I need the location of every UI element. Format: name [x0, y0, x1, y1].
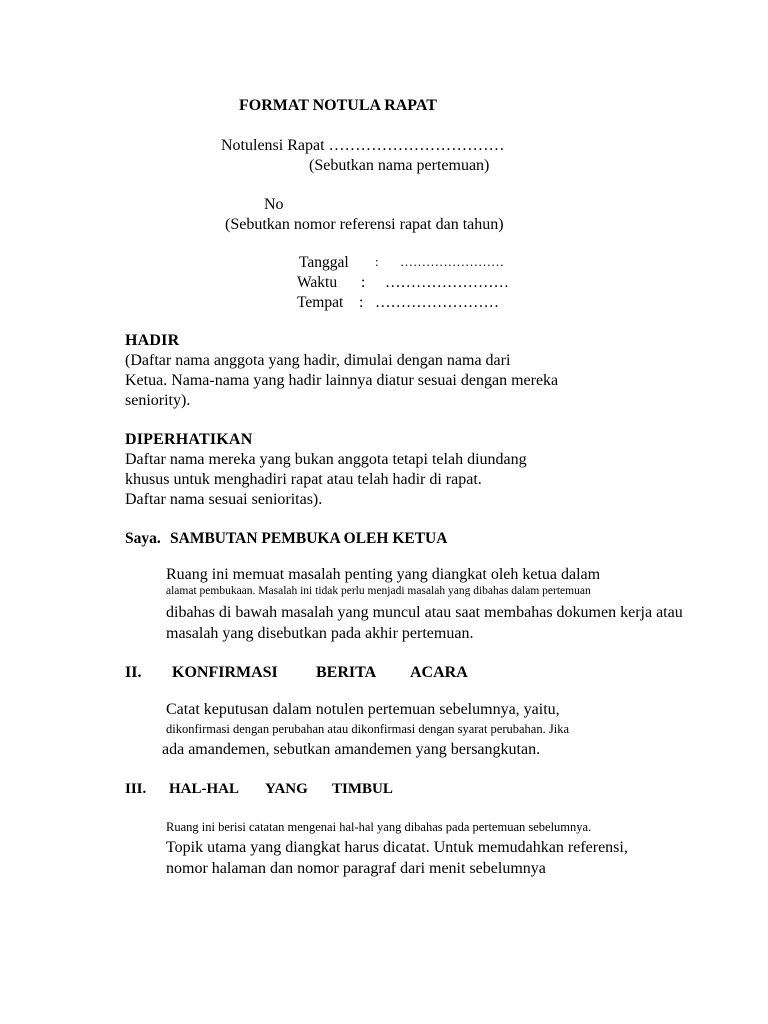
section1-line-1: Ruang ini memuat masalah penting yang diangkat oleh ketua dalam: [166, 566, 601, 583]
section3-line-3: nomor halaman dan nomor paragraf dari menit sebelumnya: [166, 860, 546, 877]
no-hint: (Sebutkan nomor referensi rapat dan tahun): [225, 216, 504, 233]
section3-line-1: Ruang ini berisi catatan mengenai hal-hal yang dibahas pada pertemuan sebelumnya.: [166, 820, 592, 834]
section3-number: III.: [125, 781, 147, 797]
waktu-label: Waktu: [297, 274, 338, 291]
waktu-separator: :: [361, 274, 366, 291]
section1-line-2: alamat pembukaan. Masalah ini tidak perlu menjadi masalah yang dibahas dalam pertemuan: [166, 585, 591, 597]
section3-word-2: YANG: [265, 781, 308, 797]
section3-word-1: HAL-HAL: [169, 781, 240, 797]
section2-word-2: BERITA: [316, 664, 377, 681]
tanggal-value: ……………………: [400, 254, 504, 269]
tempat-separator: :: [359, 294, 364, 311]
diperhatikan-line-2: khusus untuk menghadiri rapat atau telah hadir di rapat.: [125, 471, 482, 488]
document-title: FORMAT NOTULA RAPAT: [239, 97, 437, 114]
section2-number: II.: [125, 664, 142, 681]
section2-line-3: ada amandemen, sebutkan amandemen yang bersangkutan.: [162, 741, 541, 758]
section1-number: Saya.: [125, 530, 161, 547]
section2-line-1: Catat keputusan dalam notulen pertemuan sebelumnya, yaitu,: [166, 701, 560, 718]
section2-word-3: ACARA: [410, 664, 468, 681]
hadir-line-3: seniority).: [125, 392, 191, 409]
tempat-value: ……………………: [375, 294, 499, 311]
hadir-line-1: (Daftar nama anggota yang hadir, dimulai dengan nama dari: [125, 352, 511, 369]
section2-line-2: dikonfirmasi dengan perubahan atau dikonfirmasi dengan syarat perubahan. Jika: [166, 722, 569, 736]
section3-line-2: Topik utama yang diangkat harus dicatat. Untuk memudahkan referensi,: [166, 839, 628, 856]
section1-line-3: dibahas di bawah masalah yang muncul atau saat membahas dokumen kerja atau: [166, 604, 683, 621]
notulensi-hint: (Sebutkan nama pertemuan): [309, 157, 490, 174]
waktu-value: ……………………: [385, 274, 509, 291]
notulensi-line: Notulensi Rapat ……………………………: [221, 137, 505, 154]
tanggal-separator: :: [375, 254, 379, 269]
hadir-heading: HADIR: [125, 332, 180, 349]
section3-word-3: TIMBUL: [332, 781, 393, 797]
hadir-line-2: Ketua. Nama-nama yang hadir lainnya diatur sesuai dengan mereka: [125, 372, 559, 389]
diperhatikan-line-1: Daftar nama mereka yang bukan anggota tetapi telah diundang: [125, 451, 527, 468]
section1-heading: SAMBUTAN PEMBUKA OLEH KETUA: [170, 530, 448, 547]
no-label: No: [264, 196, 284, 213]
diperhatikan-heading: DIPERHATIKAN: [125, 431, 253, 448]
tempat-label: Tempat: [297, 294, 344, 311]
section2-word-1: KONFIRMASI: [172, 664, 278, 681]
diperhatikan-line-3: Daftar nama sesuai senioritas).: [125, 491, 323, 508]
section1-line-4: masalah yang disebutkan pada akhir pertemuan.: [166, 625, 474, 642]
tanggal-label: Tanggal: [299, 254, 349, 271]
